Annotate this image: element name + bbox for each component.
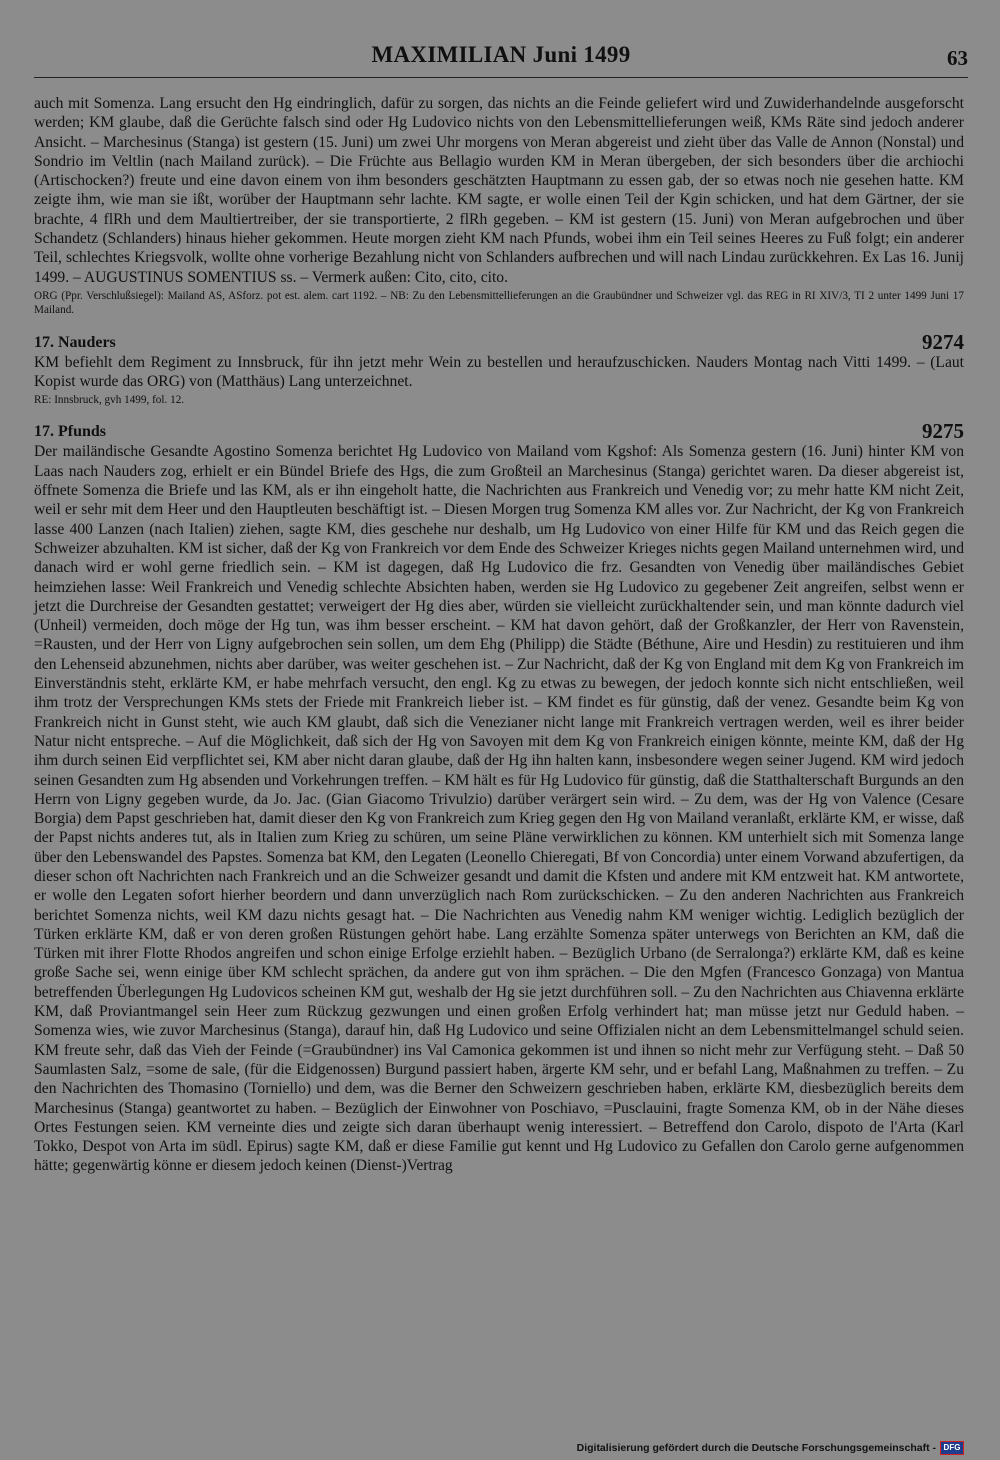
running-title: MAXIMILIAN Juni 1499: [371, 42, 631, 67]
entry-paragraph: Der mailändische Gesandte Agostino Somenza berichtet Hg Ludovico von Mailand vom Kgshof: Als Somenza gestern (16. Juni) hinter KM von Laas nach Nauders zog, erhielt er ein Bündel Briefe des Hgs, die zum Großteil an Marchesinus (Stanga) gerichtet waren. Da dieser abgereist ist, öffnete Somenza die Briefe und las KM, als er ihn eingeholt hatte, die Nachrichten aus Frankreich und Venedig vor; zu mehr hatte KM nicht Zeit, weil er sehr mit dem Heer und den Hauptleuten beschäftigt ist. – Diesen Morgen trug Somenza KM alles vor. Zur Nachricht, der Kg von Frankreich lasse 400 Lanzen (nach Italien) ziehen, sagte KM, dies geschehe nur deshalb, um Hg Ludovico von einer Hilfe für KM und das Reich gegen die Schweizer abzuhalten. KM ist sicher, daß der Kg von Frankreich vor dem Ende des Schweizer Krieges nichts gegen Mailand unternehmen wird, und danach wird er wohl gerne friedlich sein. – KM ist dagegen, daß Hg Ludovico die frz. Gesandten von Venedig über mailändisches Gebiet heimziehen lasse: Weil Frankreich und Venedig schlechte Absichten haben, werden sie Hg Ludovico zu gegebener Zeit angreifen, selbst wenn er jetzt die Durchreise der Gesandten gestattet; verweigert der Hg dies aber, würden sie vielleicht zurückhaltender sein, und man könnte dadurch viel (Unheil) vermeiden, doch möge der Hg tun, was ihm besser erscheint. – KM hat davon gehört, daß der Großkanzler, der Herr von Ravenstein, =Rausten, und der Herr von Ligny aufgebrochen sein sollen, um dem Ehg (Philipp) die Städte (Béthune, Aire und Hesdin) zu restituieren und ihm den Lehenseid abzunehmen, nichts aber darüber, was weiter geschehen ist. – Zur Nachricht, daß der Kg von England mit dem Kg von Frankreich im Einverständnis steht, erklärte KM, er habe mehrfach versucht, den engl. Kg zu etwas zu bewegen, der jedoch konnte sich nicht entschließen, weil ihm trotz der Versprechungen KMs stets der Friede mit Frankreich lieber ist. – KM findet es für günstig, daß der venez. Gesandte beim Kg von Frankreich nicht in Gunst steht, wie auch KM glaubt, daß sich die Venezianer nicht lange mit Frankreich vertragen werden, weil es ihrer beider Natur nicht entspreche. – Auf die Möglichkeit, daß sich der Hg von Savoyen mit dem Kg von Frankreich einigen könnte, meinte KM, daß der Hg ihm durch seinen Eid verpflichtet sei, KM aber nicht daran glaube, daß der Hg ihn halten kann, insbesondere wegen seiner Jugend. KM wird jedoch seinen Gesandten zum Hg absenden und Vorkehrungen treffen. – KM hält es für Hg Ludovico für günstig, daß die Statthalterschaft Burgunds an den Herrn von Ligny gegeben wurde, da Jo. Jac. (Gian Giacomo Trivulzio) darüber verärgert sein wird. – Zu dem, was der Hg von Valence (Cesare Borgia) dem Papst geschrieben hat, damit dieser den Kg von Frankreich zum Krieg gegen den Hg von Mailand veranlaßt, erklärte KM, er wisse, daß der Papst nichts anderes tut, als in Italien zum Krieg zu schüren, um seine Pläne verwirklichen zu können. KM unterhielt sich mit Somenza lange über den Lebenswandel des Papstes. Somenza bat KM, den Legaten (Leonello Chieregati, Bf von Concordia) unter einem Vorwand abzufertigen, da dieser schon oft Nachrichten nach Frankreich und an die Schweizer gesandt und damit die Kfsten und andere mit KM entzweit hat. KM antwortete, er wolle den Legaten sofort hierher beordern und dann unverzüglich nach Rom zurückschicken. – Zu den anderen Nachrichten aus Frankreich berichtet Somenza nichts, weil KM dazu nichts gesagt hat. – Die Nachrichten aus Venedig nahm KM weniger wichtig. Lediglich bezüglich der Türken erklärte KM, daß er von deren großen Rüstungen gehört habe. Lang erzählte Somenza später unterwegs von Berichten an KM, daß die Türken mit ihrer Flotte Rhodos angreifen und schon einige Erfolge erziehlt haben. – Bezüglich Urbano (de Serralonga?) erklärte KM, daß es keine große Sache sei, wenn einige über KM schlecht sprächen, da andere gut von ihm sprächen. – Die den Mgfen (Francesco Gonzaga) von Mantua betreffenden Überlegungen Hg Ludovicos scheinen KM gut, weshalb der Hg sie jetzt durchführen soll. – Zu den Nachrichten aus Chiavenna erklärte KM, daß Proviantmangel sein Heer zum Rückzug gezwungen und einen großen Erfolg verhindert hat; man müsse jetzt nur Geduld haben. – Somenza wies, wie zuvor Marchesinus (Stanga), darauf hin, daß Hg Ludovico und seine Offizialen nicht an dem Lebensmittelmangel schuld seien. KM freute sehr, daß das Vieh der Feinde (=Graubündner) ins Val Camonica gekommen ist und ihnen so nicht mehr zur Verfügung steht. – Daß 50 Saumlasten Salz, =some de sale, (für die Eidgenossen) Burgund passiert haben, ärgerte KM sehr, und er befahl Lang, Maßnahmen zu treffen. – Zu den Nachrichten des Thomasino (Torniello) und dem, was die Berner den Schweizern geschrieben haben, erklärte KM, diesbezüglich bereits dem Marchesinus (Stanga) geantwortet zu haben. – Bezüglich der Einwohner von Poschiavo, =Pusclauini, fragte Somenza KM, ob in der Nähe dieses Ortes Festungen seien. KM verneinte dies und zeigte sich daran überhaupt wenig interessiert. – Betreffend don Carolo, dispoto de l'Arta (Karl Tokko, Despot von Arta im südl. Epirus) sagte KM, daß er diese Familie gut kennt und Hg Ludovico zu Gefallen don Carolo gerne aufgenommen hätte; gegenwärtig könne er diesem jedoch keinen (Dienst-)Vertrag: [34, 443, 964, 1175]
entry-heading: [34, 329, 964, 354]
intro-source-note: ORG (Ppr. Verschlußsiegel): Mailand AS, ASforz. pot est. alem. cart 1192. – NB: Zu den Lebensmittellieferungen an die Graubündner und Schweizer vgl. das REG in RI XIV/3, TI 2 unter 1499 Juni 17 Mailand.: [34, 289, 964, 317]
page-content: [34, 94, 964, 1176]
entry-date: 17. Nauders: [34, 333, 116, 351]
entry-heading: [34, 421, 964, 442]
entry-number: 9274: [922, 329, 964, 354]
footer-text: Digitalisierung gefördert durch die Deutsche Forschungsgemeinschaft -: [576, 1442, 936, 1454]
entry-source-note: RE: Innsbruck, gvh 1499, fol. 12.: [34, 394, 185, 407]
entry-9275: [34, 421, 964, 1175]
dfg-logo: DFG: [940, 1441, 964, 1455]
intro-paragraph: auch mit Somenza. Lang ersucht den Hg eindringlich, dafür zu sorgen, das nichts an die Feinde geliefert wird und Zuwiderhandelnde ausgeforscht werden; KM glaube, daß die Gerüchte falsch sind oder Hg Ludovico nichts von den Lebensmittellieferungen weiß, KMs Räte sind jedoch anderer Ansicht. – Marchesinus (Stanga) ist gestern (15. Juni) um zwei Uhr morgens von Meran abgereist und zieht über das Valle de Annon (Nonstal) und Sondrio im Veltlin (nach Mailand zurück). – Die Früchte aus Bellagio wurden KM in Meran übergeben, der sich besonders über die archiochi (Artischocken?) freute und eine davon einem von ihm besonders geschätzten Hauptmann zu essen gab, der so etwas noch nie gesehen hatte. KM zeigte ihm, wie man sie ißt, worüber der Hauptmann sehr lachte. KM sagte, er wolle einen Teil der Kgin schicken, und hat dem Gärtner, der sie brachte, 4 flRh und dem Maultiertreiber, der sie transportierte, 2 flRh gegeben. – KM ist gestern (15. Juni) von Meran aufgebrochen und über Schandetz (Schlanders) hinaus hieher gekommen. Heute morgen zieht KM nach Pfunds, wobei ihm ein Teil seines Heeres zu Fuß folgt; ein anderer Teil, schlechtes Kriegsvolk, wollte ohne vorherige Bezahlung nicht von Schlanders aufbrechen und will nach Lindau zurückkehren. Ex Las 16. Junij 1499. – AUGUSTINUS SOMENTIUS ss. – Vermerk außen: Cito, cito, cito.: [34, 95, 964, 286]
page-number: 63: [947, 46, 968, 70]
intro-section: [34, 94, 964, 318]
header-rule: [34, 77, 968, 78]
footer-credit: [577, 1441, 964, 1455]
entry-date: 17. Pfunds: [34, 423, 107, 441]
entry-paragraph: KM befiehlt dem Regiment zu Innsbruck, für ihn jetzt mehr Wein zu bestellen und heraufzuschicken. Nauders Montag nach Vitti 1499. – (Laut Kopist wurde das ORG) von (Matthäus) Lang unterzeichnet.: [34, 353, 964, 390]
page-header: [34, 40, 968, 80]
entry-number: 9275: [922, 419, 964, 444]
entry-9274: [34, 329, 964, 408]
